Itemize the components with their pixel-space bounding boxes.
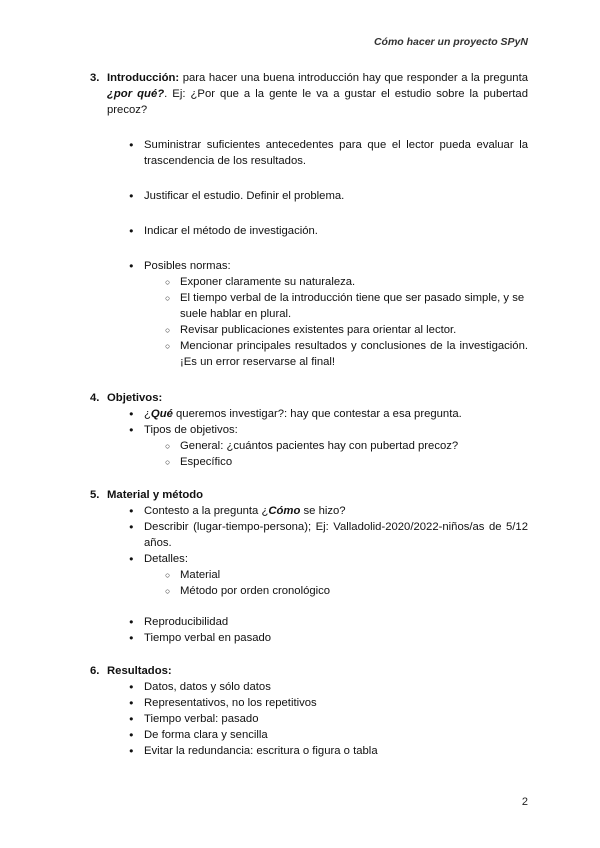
section-resultados <box>90 663 528 759</box>
list-item: ● Representativos, no los repetitivos <box>107 695 528 711</box>
sublist-item: ○ General: ¿cuántos pacientes hay con pubertad precoz? <box>144 438 528 454</box>
norms-sublist <box>144 274 528 370</box>
list-item-label: Tipos de objetivos: <box>144 424 238 436</box>
intro-paragraph <box>107 70 528 118</box>
list-item <box>107 258 528 370</box>
list-item <box>107 422 528 470</box>
sublist-item: ○ El tiempo verbal de la introducción tiene que ser pasado simple, y se suele hablar en plural. <box>144 290 528 322</box>
sublist-item: ○ Material <box>144 567 528 583</box>
list-item: ● Tiempo verbal: pasado <box>107 711 528 727</box>
list-item <box>107 406 528 422</box>
running-header: Cómo hacer un proyecto SPyN <box>373 36 528 48</box>
list-item: ● Describir (lugar-tiempo-persona); Ej: Valladolid-2020/2022-niños/as de 5/12 años. <box>107 519 528 551</box>
intro-list <box>107 137 528 370</box>
results-list <box>107 679 528 759</box>
section-number: 5. <box>90 489 100 501</box>
intro-emphasis: ¿por qué? <box>107 88 165 100</box>
intro-lead-text: para hacer una buena introducción hay que responder a la pregunta <box>179 72 528 84</box>
list-item: ● Evitar la redundancia: escritura o figura o tabla <box>107 743 528 759</box>
section-heading: Introducción: <box>107 72 180 84</box>
section-heading: Material y método <box>107 489 204 501</box>
list-item: ● Indicar el método de investigación. <box>107 223 528 239</box>
section-heading: Resultados: <box>107 665 172 677</box>
section-number: 4. <box>90 392 100 404</box>
section-number: 3. <box>90 72 100 84</box>
intro-lead-text-2: . Ej: ¿Por que a la gente le va a gustar el estudio sobre la pubertad precoz? <box>107 88 528 116</box>
sublist-item: ○ Método por orden cronológico <box>144 583 528 599</box>
emphasis-como: Cómo <box>268 505 301 517</box>
sublist-item: ○ Específico <box>144 454 528 470</box>
text-run: se hizo? <box>300 505 346 517</box>
list-item: ● Justificar el estudio. Definir el problema. <box>107 188 528 204</box>
list-item: ● Datos, datos y sólo datos <box>107 679 528 695</box>
objectives-list <box>107 406 528 470</box>
sublist-item: ○ Exponer claramente su naturaleza. <box>144 274 528 290</box>
emphasis-que: Qué <box>150 408 173 420</box>
list-item <box>107 551 528 599</box>
section-heading: Objetivos: <box>107 392 163 404</box>
details-sublist <box>144 567 528 599</box>
list-item: ● Suministrar suficientes antecedentes para que el lector pueda evaluar la trascendencia de los resultados. <box>107 137 528 169</box>
list-item <box>107 503 528 519</box>
list-item-label: Posibles normas: <box>144 260 231 272</box>
text-run: queremos investigar?: hay que contestar a esa pregunta. <box>172 408 462 420</box>
section-material-metodo <box>90 487 528 646</box>
list-item-label: Detalles: <box>144 553 188 565</box>
methods-list <box>107 503 528 646</box>
list-item: ● De forma clara y sencilla <box>107 727 528 743</box>
section-introduccion <box>90 70 528 370</box>
text-run: ¿ <box>144 408 151 420</box>
objectives-sublist <box>144 438 528 470</box>
section-number: 6. <box>90 665 100 677</box>
list-item: ● Tiempo verbal en pasado <box>107 630 528 646</box>
text-run: Contesto a la pregunta ¿ <box>144 505 269 517</box>
page-number: 2 <box>521 796 528 808</box>
list-item: ● Reproducibilidad <box>107 614 528 630</box>
sublist-item: ○ Revisar publicaciones existentes para orientar al lector. <box>144 322 528 338</box>
section-objetivos <box>90 390 528 470</box>
sublist-item: ○ Mencionar principales resultados y conclusiones de la investigación. ¡Es un error reservarse al final! <box>144 338 528 370</box>
